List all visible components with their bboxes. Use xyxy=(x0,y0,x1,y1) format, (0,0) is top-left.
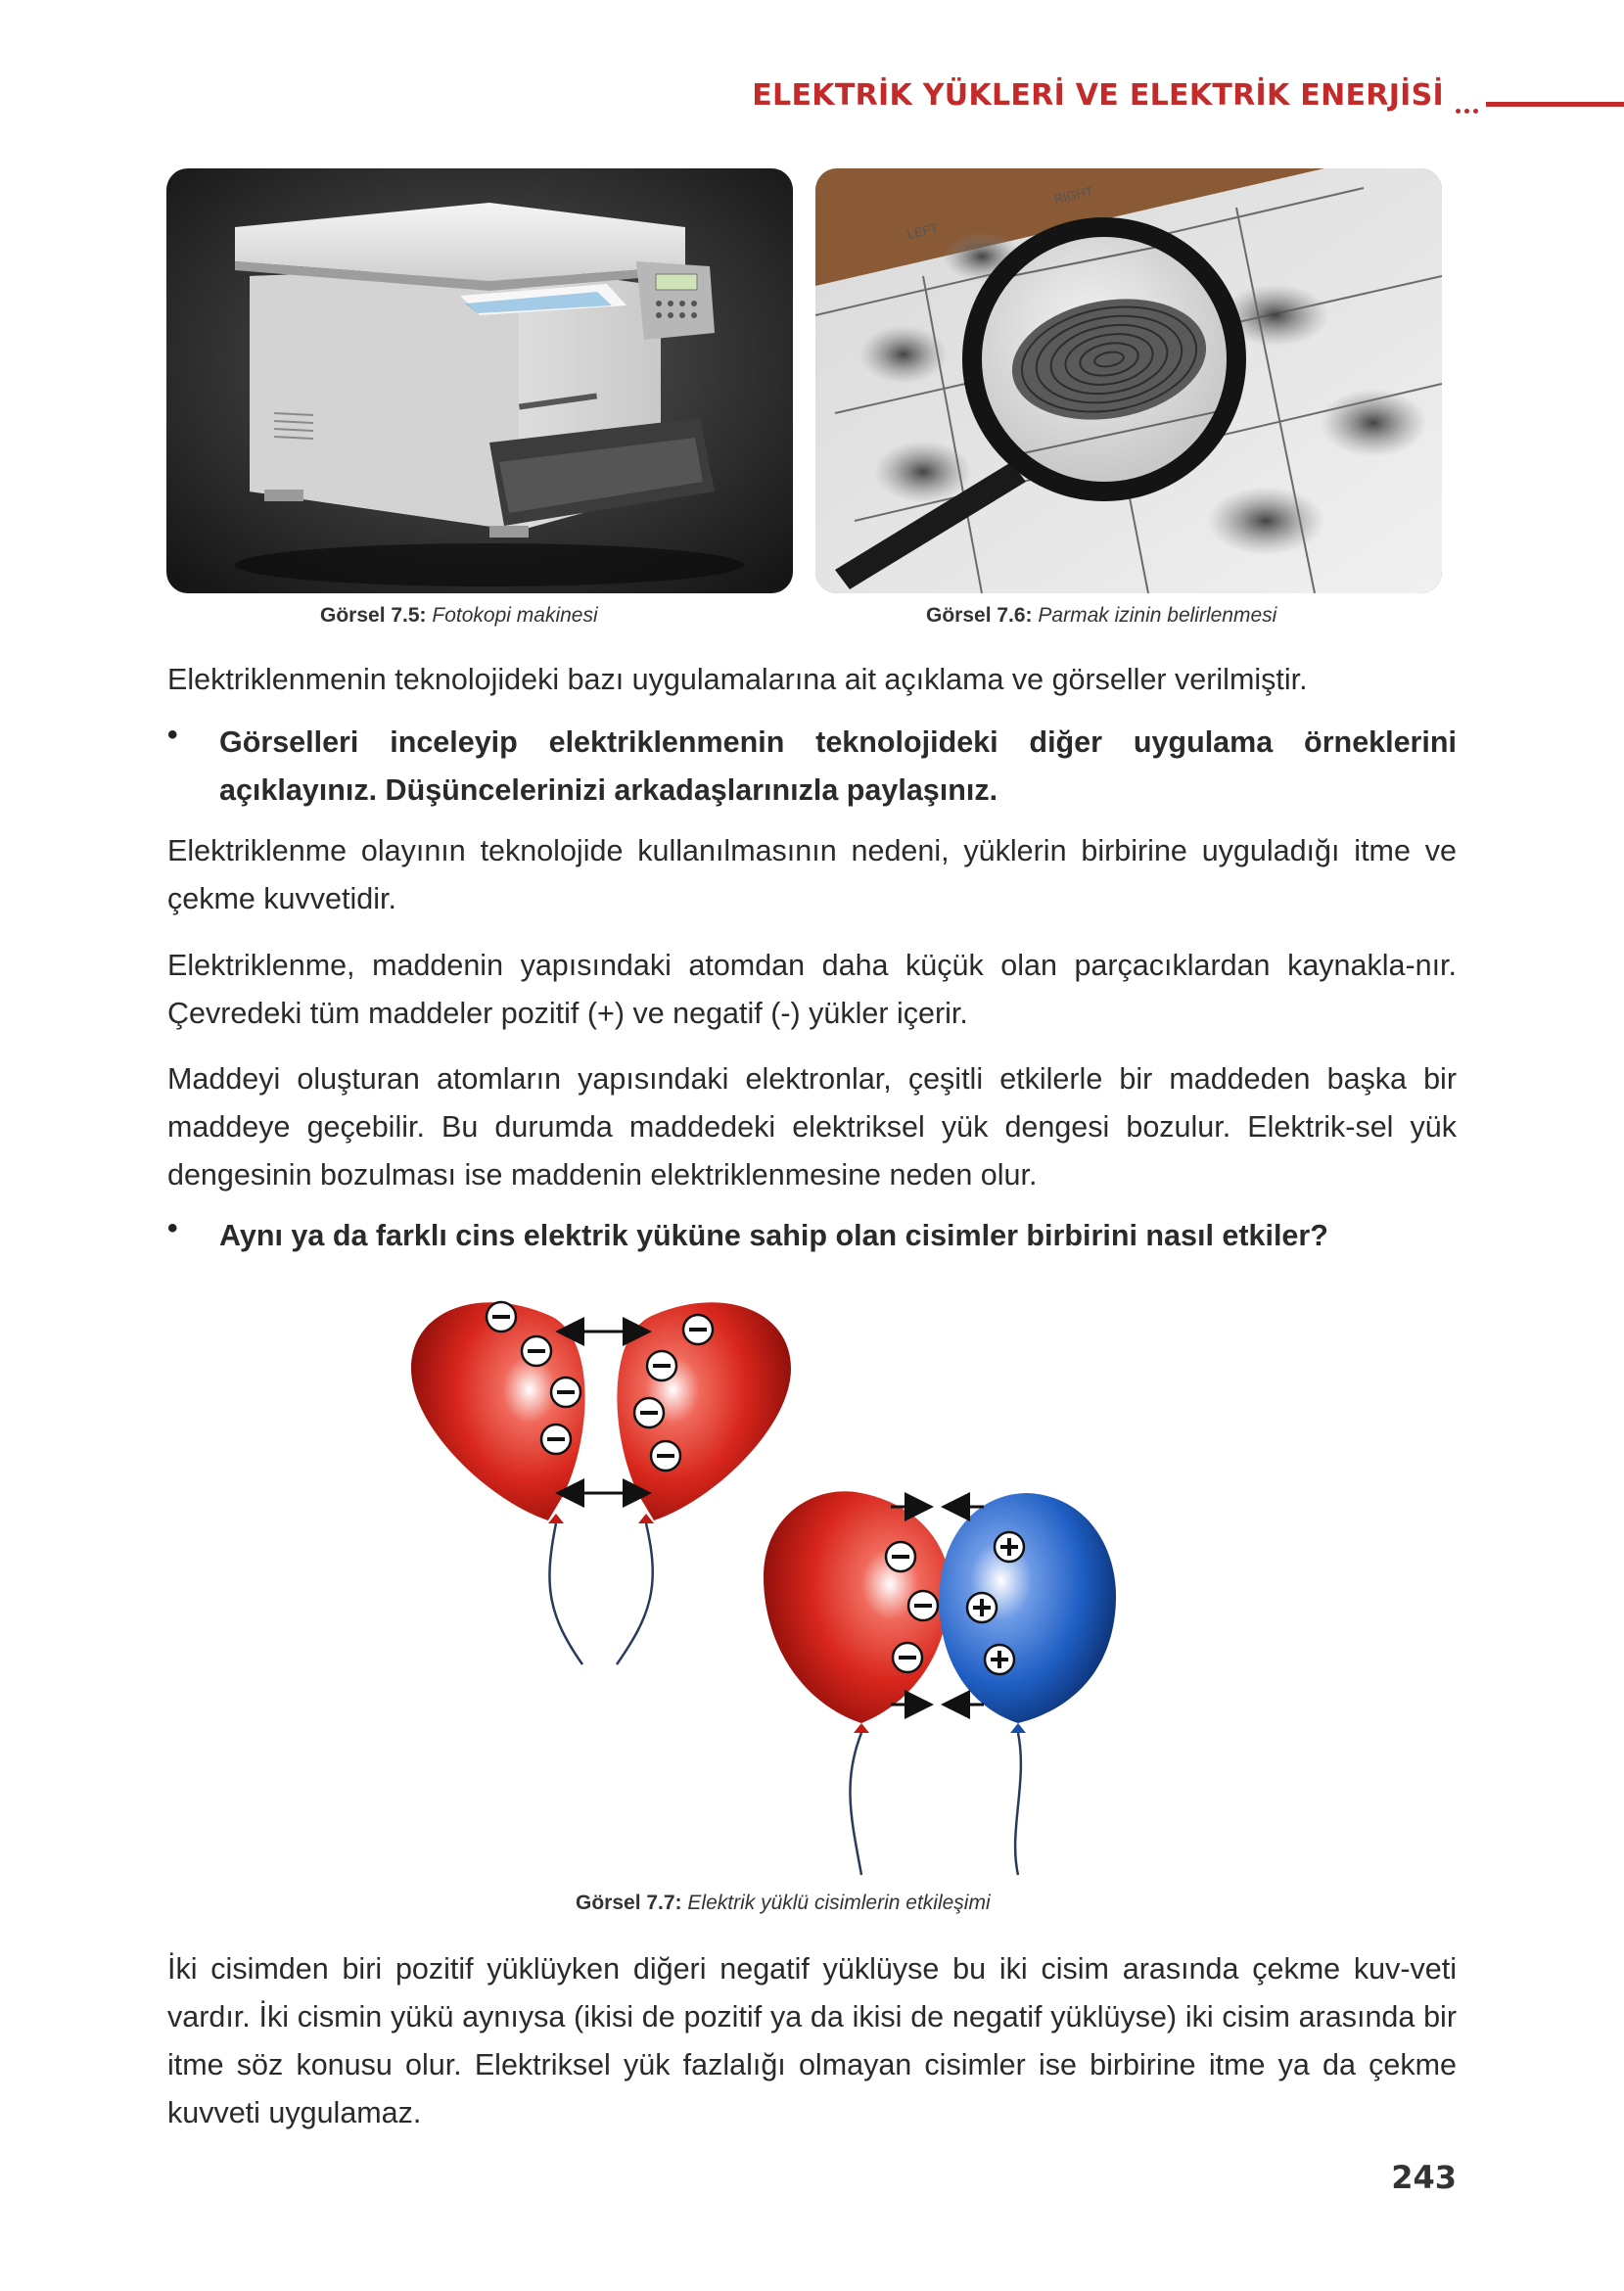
negative-charge-icon xyxy=(683,1315,713,1344)
negative-charge-icon xyxy=(886,1542,915,1571)
card-label-right: RIGHT xyxy=(1052,183,1095,207)
page-number: 243 xyxy=(1391,2159,1457,2196)
card-label-left: LEFT xyxy=(905,220,940,242)
paragraph-2: Elektriklenme, maddenin yapısındaki atomdan daha küçük olan parçacıklardan kaynakla-nır. Çevredeki tüm maddeler pozitif (+) ve negatif (-) yükler içerir. xyxy=(167,949,1457,1030)
photocopier-image xyxy=(166,168,793,593)
header-dots xyxy=(1456,101,1489,107)
paragraph-1: Elektriklenme olayının teknolojide kullanılmasının nedeni, yüklerin birbirine uyguladığı itme ve çekme kuvvetidir. xyxy=(167,834,1457,915)
fingerprint-image xyxy=(815,168,1442,593)
positive-charge-icon xyxy=(967,1593,997,1622)
balloon-left-negative xyxy=(411,1302,585,1520)
negative-charge-icon xyxy=(651,1441,680,1471)
figure-7-6-caption: Görsel 7.6: Parmak izinin belirlenmesi xyxy=(926,604,1277,627)
balloon-string xyxy=(1015,1733,1021,1875)
question-bullet-1: Görselleri inceleyip elektriklenmenin teknolojideki diğer uygulama örneklerini açıklayınız. Düşüncelerinizi arkadaşlarınızla paylaşınız. xyxy=(219,725,1457,807)
negative-charge-icon xyxy=(647,1351,676,1380)
header-rule xyxy=(1486,102,1624,107)
figure-7-7-caption: Görsel 7.7: Elektrik yüklü cisimlerin etkileşimi xyxy=(576,1892,991,1914)
balloon-positive xyxy=(939,1493,1116,1723)
balloon-string xyxy=(549,1523,582,1664)
balloon-string xyxy=(617,1523,653,1664)
paragraph-4: İki cisimden biri pozitif yüklüyken diğeri negatif yüklüyse bu iki cisim arasında çekme kuv-veti vardır. İki cismin yükü aynıysa (ikisi de pozitif ya da ikisi de negatif yüklüyse) iki cisim arasında bir itme söz konusu olur. Elektriksel yük fazlalığı olmayan cisimler ise birbirine itme ya da çekme kuvveti uygulamaz. xyxy=(167,1952,1457,2129)
balloon-string xyxy=(850,1733,861,1875)
figure-7-5-caption: Görsel 7.5: Fotokopi makinesi xyxy=(320,604,598,627)
positive-charge-icon xyxy=(985,1645,1014,1674)
paragraph-3: Maddeyi oluşturan atomların yapısındaki elektronlar, çeşitli etkilerle bir maddeden başka bir maddeye geçebilir. Bu durumda maddedeki elektriksel yük dengesi bozulur. Elektrik-sel yük dengesinin bozulması ise maddenin elektriklenmesine neden olur. xyxy=(167,1062,1457,1192)
bullet-marker: • xyxy=(167,719,178,751)
negative-charge-icon xyxy=(893,1643,922,1672)
negative-charge-icon xyxy=(522,1336,551,1366)
positive-charge-icon xyxy=(995,1532,1024,1562)
chapter-title: ELEKTRİK YÜKLERİ VE ELEKTRİK ENERJİSİ xyxy=(752,78,1444,113)
intro-paragraph: Elektriklenmenin teknolojideki bazı uygulamalarına ait açıklama ve görseller verilmiştir. xyxy=(167,663,1308,696)
negative-charge-icon xyxy=(634,1398,664,1427)
bullet-marker: • xyxy=(167,1212,178,1244)
negative-charge-icon xyxy=(908,1591,938,1620)
charge-interaction-diagram xyxy=(372,1273,1253,1880)
negative-charge-icon xyxy=(551,1378,580,1407)
negative-charge-icon xyxy=(487,1302,516,1332)
question-bullet-2: Aynı ya da farklı cins elektrik yüküne sahip olan cisimler birbirini nasıl etkiler? xyxy=(219,1219,1328,1252)
negative-charge-icon xyxy=(541,1425,571,1454)
